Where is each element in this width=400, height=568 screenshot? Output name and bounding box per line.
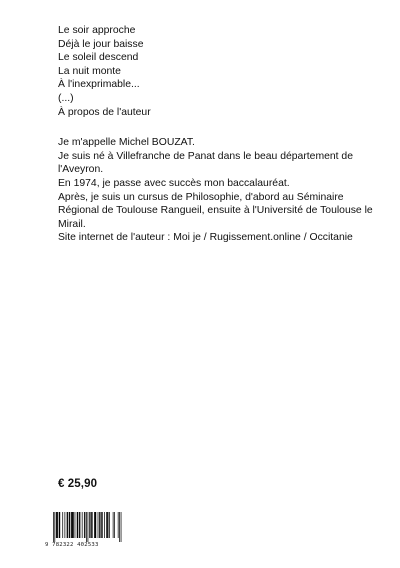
barcode-bar bbox=[118, 512, 119, 538]
poem-line: Le soleil descend bbox=[58, 52, 139, 64]
barcode-bar bbox=[54, 512, 55, 542]
ellipsis-marker: (...) bbox=[58, 92, 74, 104]
barcode-bar bbox=[92, 512, 93, 538]
barcode-bar bbox=[67, 512, 68, 538]
barcode-bar bbox=[99, 512, 100, 538]
poem-line: Déjà le jour baisse bbox=[58, 38, 144, 50]
barcode-bar bbox=[62, 512, 63, 538]
barcode-bar bbox=[106, 512, 107, 538]
about-paragraph: Je suis né à Villefranche de Panat dans le beau département de l'Aveyron. bbox=[58, 150, 353, 176]
price-label: € 25,90 bbox=[58, 478, 98, 490]
barcode-bar bbox=[56, 512, 57, 538]
barcode-bar bbox=[65, 512, 66, 538]
barcode-bar bbox=[71, 512, 72, 538]
barcode-bar bbox=[98, 512, 99, 538]
barcode-bar bbox=[90, 512, 91, 538]
barcode-bar bbox=[59, 512, 60, 538]
author-website-line: Site internet de l'auteur : Moi je / Rugissement.online / Occitanie bbox=[58, 232, 353, 244]
barcode-bar bbox=[113, 512, 114, 538]
barcode-bar bbox=[72, 512, 73, 538]
barcode bbox=[45, 512, 123, 548]
barcode-bar bbox=[109, 512, 110, 538]
barcode-bar bbox=[107, 512, 108, 538]
barcode-bar bbox=[80, 512, 81, 538]
barcode-bar bbox=[119, 512, 120, 542]
barcode-bar bbox=[67, 512, 68, 538]
barcode-bar bbox=[100, 512, 101, 538]
barcode-bar bbox=[104, 512, 105, 538]
barcode-bars bbox=[45, 512, 123, 542]
barcode-bar bbox=[114, 512, 115, 538]
barcode-bar bbox=[82, 512, 83, 538]
barcode-bar bbox=[95, 512, 96, 538]
poem bbox=[58, 24, 378, 78]
barcode-digits: 9 782322 402533 bbox=[45, 542, 99, 548]
barcode-bar bbox=[75, 512, 76, 538]
barcode-bar bbox=[79, 512, 80, 538]
barcode-bar bbox=[101, 512, 102, 538]
about-paragraph: En 1974, je passe avec succès mon baccalauréat. bbox=[58, 177, 290, 189]
poem-line: Le soir approche bbox=[58, 25, 136, 36]
barcode-bar bbox=[73, 512, 74, 538]
barcode-bar bbox=[85, 512, 86, 538]
barcode-bar bbox=[89, 512, 90, 538]
about-paragraph: Après, je suis un cursus de Philosophie, d'abord au Séminaire Régional de Toulouse Rangueil, ensuite à l'Université de Toulouse le Mirail. bbox=[58, 191, 373, 230]
barcode-bar bbox=[59, 512, 60, 538]
barcode-bar bbox=[108, 512, 109, 538]
barcode-bar bbox=[121, 512, 122, 542]
barcode-bar bbox=[72, 512, 73, 538]
barcode-bar bbox=[95, 512, 96, 538]
barcode-bar bbox=[94, 512, 95, 538]
barcode-bar bbox=[57, 512, 58, 538]
barcode-bar bbox=[69, 512, 70, 538]
about-paragraph: Je m'appelle Michel BOUZAT. bbox=[58, 137, 195, 149]
barcode-bar bbox=[88, 512, 89, 542]
barcode-bar bbox=[70, 512, 71, 538]
text-block bbox=[58, 24, 378, 245]
barcode-bar bbox=[86, 512, 87, 542]
about-heading: À propos de l'auteur bbox=[58, 106, 151, 118]
poem-line: La nuit monte bbox=[58, 65, 121, 77]
barcode-bar bbox=[77, 512, 78, 538]
about-body bbox=[58, 136, 378, 231]
barcode-bar bbox=[102, 512, 103, 538]
barcode-bar bbox=[84, 512, 85, 538]
book-title-line: À l'inexprimable... bbox=[58, 79, 140, 91]
barcode-bar bbox=[77, 512, 78, 538]
barcode-bar bbox=[91, 512, 92, 538]
barcode-bar bbox=[53, 512, 54, 542]
barcode-bar bbox=[57, 512, 58, 538]
